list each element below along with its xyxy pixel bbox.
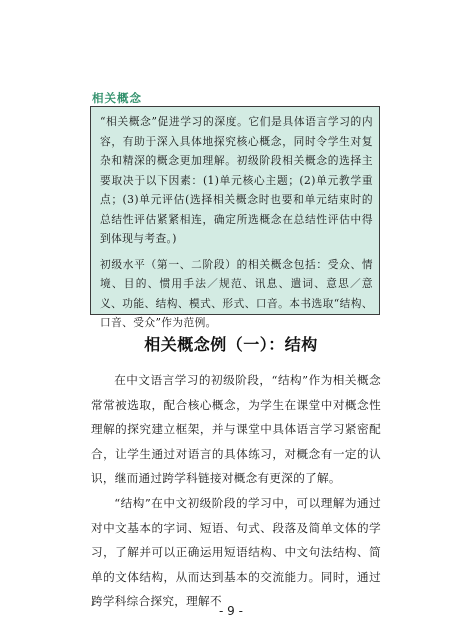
concept-box-paragraph: 初级水平（第一、二阶段）的相关概念包括：受众、情境、目的、惯用手法／规范、讯息、遣词、意思／意义、功能、结构、模式、形式、口音。本书选取“结构、口音、受众”作为范例。: [100, 257, 373, 329]
body-text: [91, 368, 381, 614]
page-number: - 9 -: [219, 604, 243, 618]
concept-box-paragraph: “相关概念”促进学习的深度。它们是具体语言学习的内容，有助于深入具体地探究核心概念，同时令学生对复杂和精深的概念更加理解。初级阶段相关概念的选择主要取决于以下因素：(1)单元核心主题；(2)单元教学重点；(3)单元评估(选择相关概念时也要和单元结束时的总结性评估紧紧相连，确定所选概念在总结性评估中得到体现与考查。): [100, 115, 373, 245]
body-paragraph: 在中文语言学习的初级阶段，“结构”作为相关概念常常被选取，配合核心概念，为学生在课堂中对概念性理解的探究建立框架，并与课堂中具体语言学习紧密配合，让学生通过对语言的具体练习，对概念有一定的认识，继而通过跨学科链接对概念有更深的了解。: [91, 373, 381, 486]
related-concepts-box: [90, 106, 380, 329]
concept-section-label: 相关概念: [92, 91, 142, 105]
body-paragraph: “结构”在中文初级阶段的学习中，可以理解为通过对中文基本的字词、短语、句式、段落及简单文体的学习，了解并可以正确运用短语结构、中文句法结构、简单的文体结构，从而达到基本的交流能力。同时，通过跨学科综合探究，理解不: [91, 495, 381, 609]
section-title: 相关概念例（一）：结构: [144, 335, 318, 354]
